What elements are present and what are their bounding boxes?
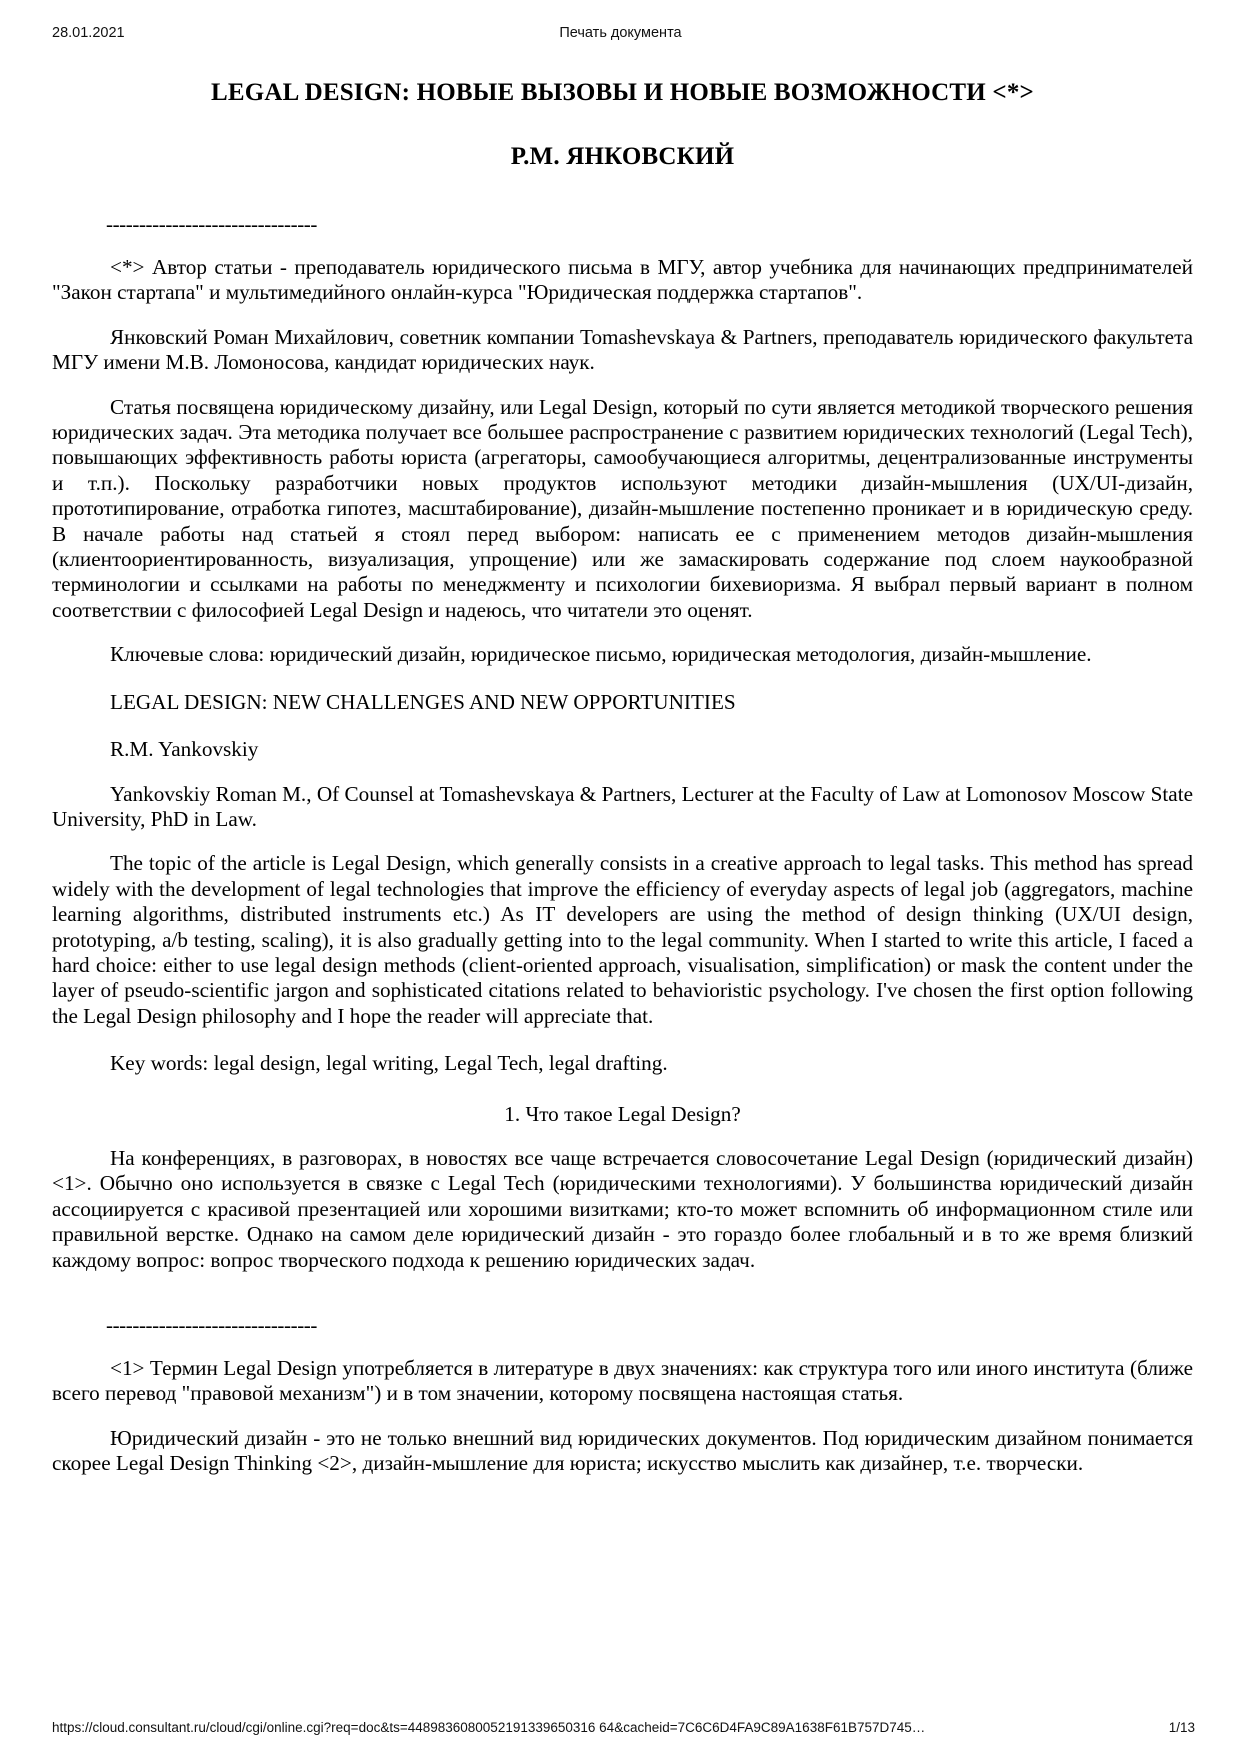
document-body bbox=[52, 62, 1193, 1709]
author-bio-en: Yankovskiy Roman M., Of Counsel at Tomashevskaya & Partners, Lecturer at the Faculty of Law at Lomonosov Moscow State University, PhD in Law. bbox=[52, 781, 1193, 831]
abstract-en: The topic of the article is Legal Design, which generally consists in a creative approach to legal tasks. This method has spread widely with the development of legal technologies that improve the efficiency of everyday aspects of legal job (aggregators, machine learning algorithms, distributed instruments etc.) As IT developers are using the method of design thinking (UX/UI design, prototyping, a/b testing, scaling), it is also gradually getting into to the legal community. When I started to write this article, I faced a hard choice: either to use legal design methods (client-oriented approach, visualisation, simplification) or mask the content under the layer of pseudo-scientific jargon and sophisticated citations related to behavioristic psychology. I've chosen the first option following the Legal Design philosophy and I hope the reader will appreciate that. bbox=[52, 851, 1193, 1028]
print-footer bbox=[0, 1719, 1241, 1737]
page-number: 1/13 bbox=[1168, 1720, 1195, 1735]
keywords-ru: Ключевые слова: юридический дизайн, юридическое письмо, юридическая методология, дизайн-мышление. bbox=[110, 642, 1092, 667]
document-author-ru: Р.М. ЯНКОВСКИЙ bbox=[510, 143, 735, 170]
footnote-1: <1> Термин Legal Design употребляется в литературе в двух значениях: как структура того или иного института (ближе всего перевод "правовой механизм") и в том значении, которому посвящена настоящая статья. bbox=[52, 1356, 1193, 1406]
print-page-title: Печать документа bbox=[559, 25, 682, 41]
print-header bbox=[0, 24, 1241, 42]
abstract-ru: Статья посвящена юридическому дизайну, или Legal Design, который по сути является методикой творческого решения юридических задач. Эта методика получает все большее распространение с развитием юридических технологий (Legal Tech), повышающих эффективность работы юриста (агрегаторы, самообучающиеся алгоритмы, децентрализованные инструменты и т.п.). Поскольку разработчики новых продуктов используют методики дизайн-мышления (UX/UI-дизайн, прототипирование, отработка гипотез, масштабирование), дизайн-мышление постепенно проникает и в юридическую среду. В начале работы над статьей я стоял перед выбором: написать ее с применением методов дизайн-мышления (клиентоориентированность, визуализация, упрощение) или же замаскировать содержание под слоем наукообразной терминологии и ссылками на работы по менеджменту и психологии бихевиоризма. Я выбрал первый вариант в полном соответствии с философией Legal Design и надеюсь, что читатели это оценят. bbox=[52, 394, 1193, 622]
author-bio-ru: Янковский Роман Михайлович, советник компании Tomashevskaya & Partners, преподаватель юридического факультета МГУ имени М.В. Ломоносова, кандидат юридических наук. bbox=[52, 324, 1193, 375]
document-title-en: LEGAL DESIGN: NEW CHALLENGES AND NEW OPPORTUNITIES bbox=[110, 689, 736, 714]
footnote-divider-2: -------------------------------- bbox=[106, 1313, 317, 1337]
print-date: 28.01.2021 bbox=[52, 25, 125, 41]
page-title: LEGAL DESIGN: НОВЫЕ ВЫЗОВЫ И НОВЫЕ ВОЗМОЖНОСТИ <*> bbox=[210, 79, 1034, 106]
source-url: https://cloud.consultant.ru/cloud/cgi/online.cgi?req=doc&ts=4489836080052191339650316 64&cacheid=7C6C6D4FA9C89A1638F61B757D745… bbox=[52, 1720, 926, 1735]
section-1-heading: 1. Что такое Legal Design? bbox=[504, 1101, 741, 1126]
document-author-en: R.M. Yankovskiy bbox=[110, 737, 259, 762]
section-1-paragraph-2: Юридический дизайн - это не только внешний вид юридических документов. Под юридическим дизайном понимается скорее Legal Design Thinking <2>, дизайн-мышление для юриста; искусство мыслить как дизайнер, т.е. творчески. bbox=[52, 1425, 1193, 1476]
footnote-star: <*> Автор статьи - преподаватель юридического письма в МГУ, автор учебника для начинающих предпринимателей "Закон стартапа" и мультимедийного онлайн-курса "Юридическая поддержка стартапов". bbox=[52, 255, 1193, 305]
section-1-paragraph-1: На конференциях, в разговорах, в новостях все чаще встречается словосочетание Legal Design (юридический дизайн) <1>. Обычно оно используется в связке с Legal Tech (юридическими технологиями). У большинства юридический дизайн ассоциируется с красивой презентацией или хорошими визитками; кто-то может вспомнить об информационном стиле или правильной верстке. Однако на самом деле юридический дизайн - это гораздо более глобальный и в то же время близкий каждому вопрос: вопрос творческого подхода к решению юридических задач. bbox=[52, 1145, 1193, 1272]
footnote-divider-1: -------------------------------- bbox=[106, 212, 317, 236]
keywords-en: Key words: legal design, legal writing, Legal Tech, legal drafting. bbox=[110, 1051, 668, 1076]
